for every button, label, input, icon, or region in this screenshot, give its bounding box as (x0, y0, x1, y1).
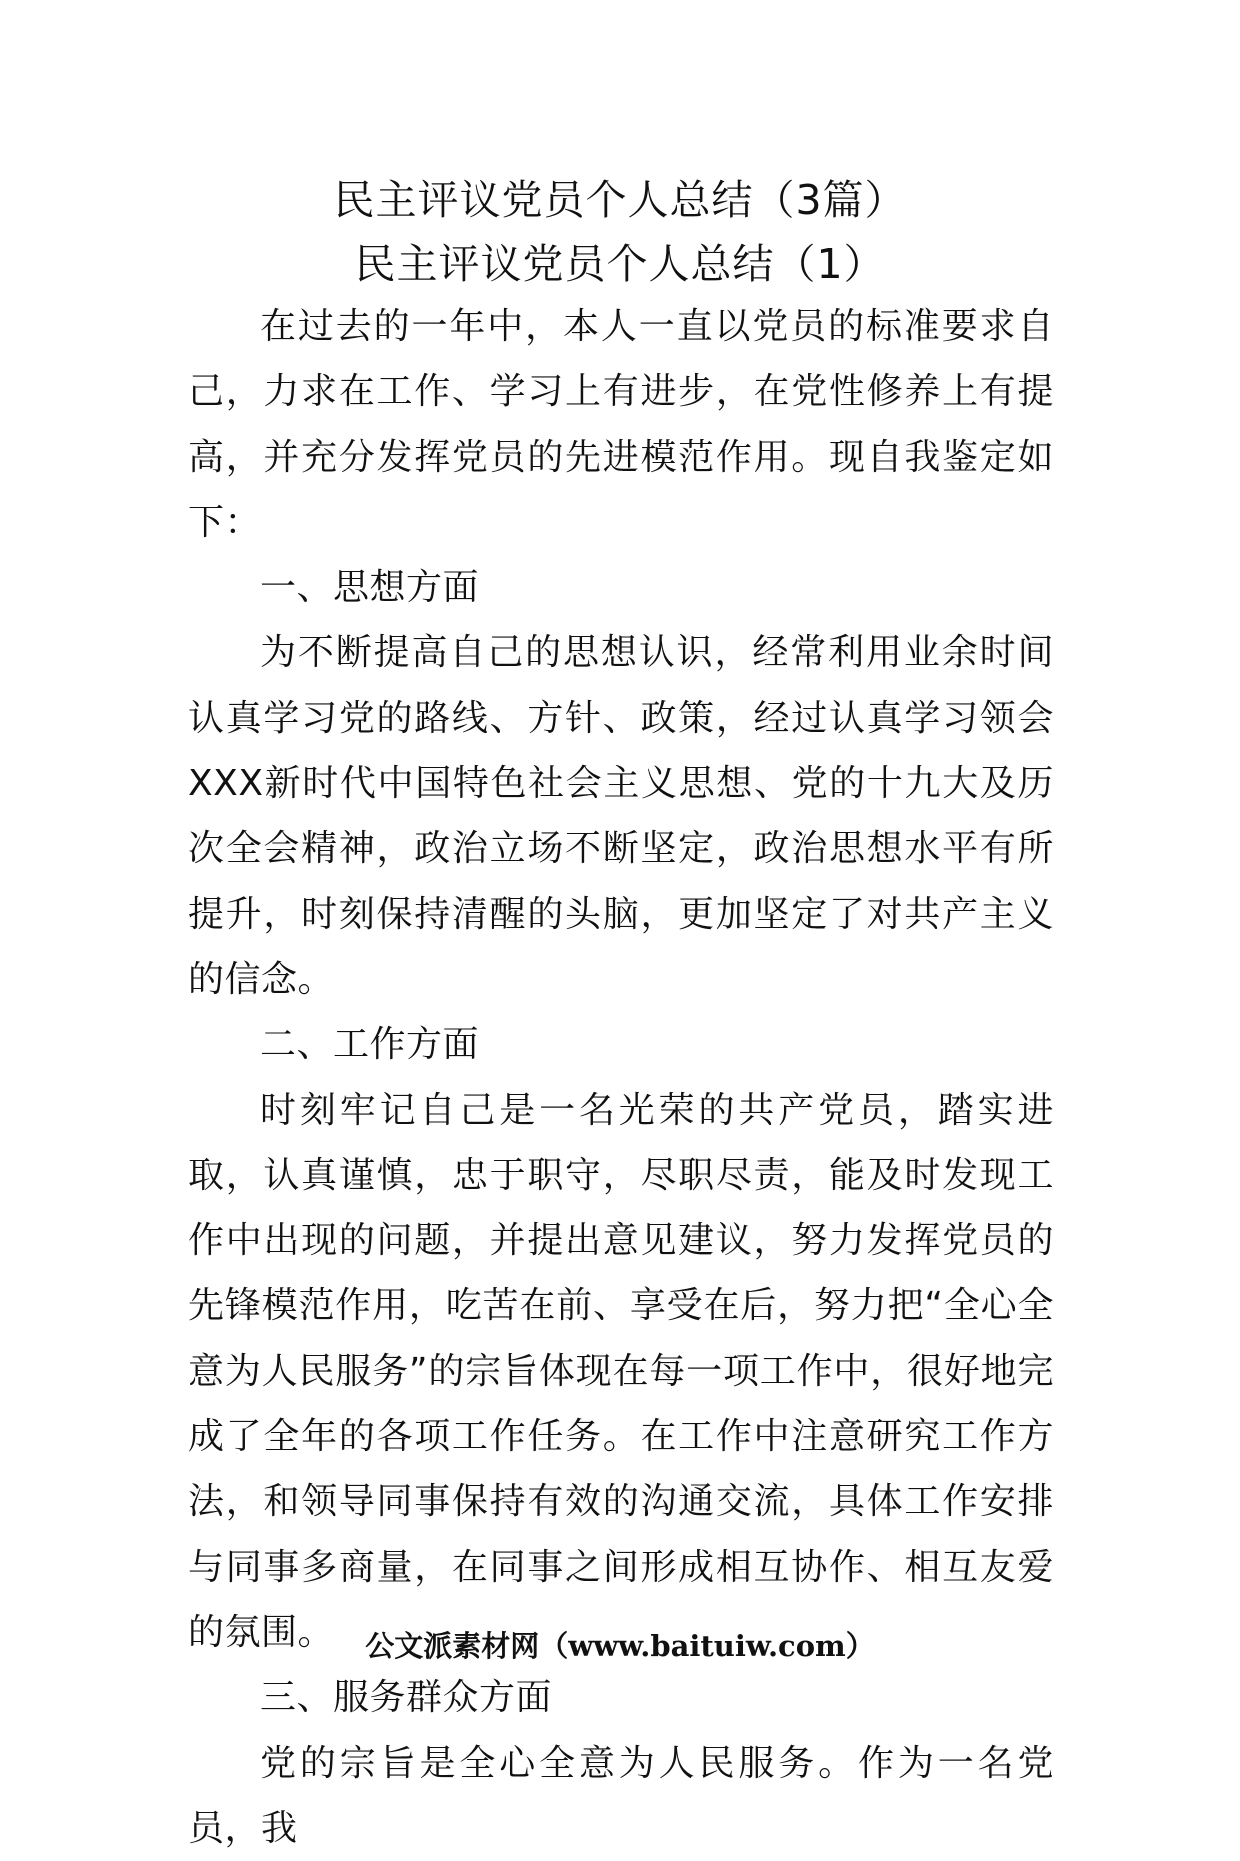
work-paragraph: 时刻牢记自己是一名光荣的共产党员，踏实进取，认真谨慎，忠于职守，尽职尽责，能及时发现工作中出现的问题，并提出意见建议，努力发挥党员的先锋模范作用，吃苦在前、享受在后，努力把“全心全意为人民服务”的宗旨体现在每一项工作中，很好地完成了全年的各项工作任务。在工作中注意研究工作方法，和领导同事保持有效的沟通交流，具体工作安排与同事多商量，在同事之间形成相互协作、相互友爱的氛围。 (188, 1089, 1054, 1653)
section-heading-service: 三、服务群众方面 (260, 1677, 553, 1719)
footer-watermark: 公文派素材网（www.baituiw.com） (365, 1629, 875, 1663)
section-heading-thought: 一、思想方面 (260, 567, 480, 609)
document-title: 民主评议党员个人总结（3篇） (333, 176, 907, 224)
service-paragraph: 党的宗旨是全心全意为人民服务。作为一名党员，我 (188, 1742, 1054, 1849)
intro-paragraph: 在过去的一年中，本人一直以党员的标准要求自己，力求在工作、学习上有进步，在党性修养上有提高，并充分发挥党员的先进模范作用。现自我鉴定如下： (188, 306, 1054, 543)
document-subtitle: 民主评议党员个人总结（1） (354, 240, 886, 288)
section-heading-work: 二、工作方面 (260, 1024, 480, 1066)
thought-paragraph: 为不断提高自己的思想认识，经常利用业余时间认真学习党的路线、方针、政策，经过认真学习领会XXX新时代中国特色社会主义思想、党的十九大及历次全会精神，政治立场不断坚定，政治思想水平有所提升，时刻保持清醒的头脑，更加坚定了对共产主义的信念。 (188, 632, 1054, 1000)
